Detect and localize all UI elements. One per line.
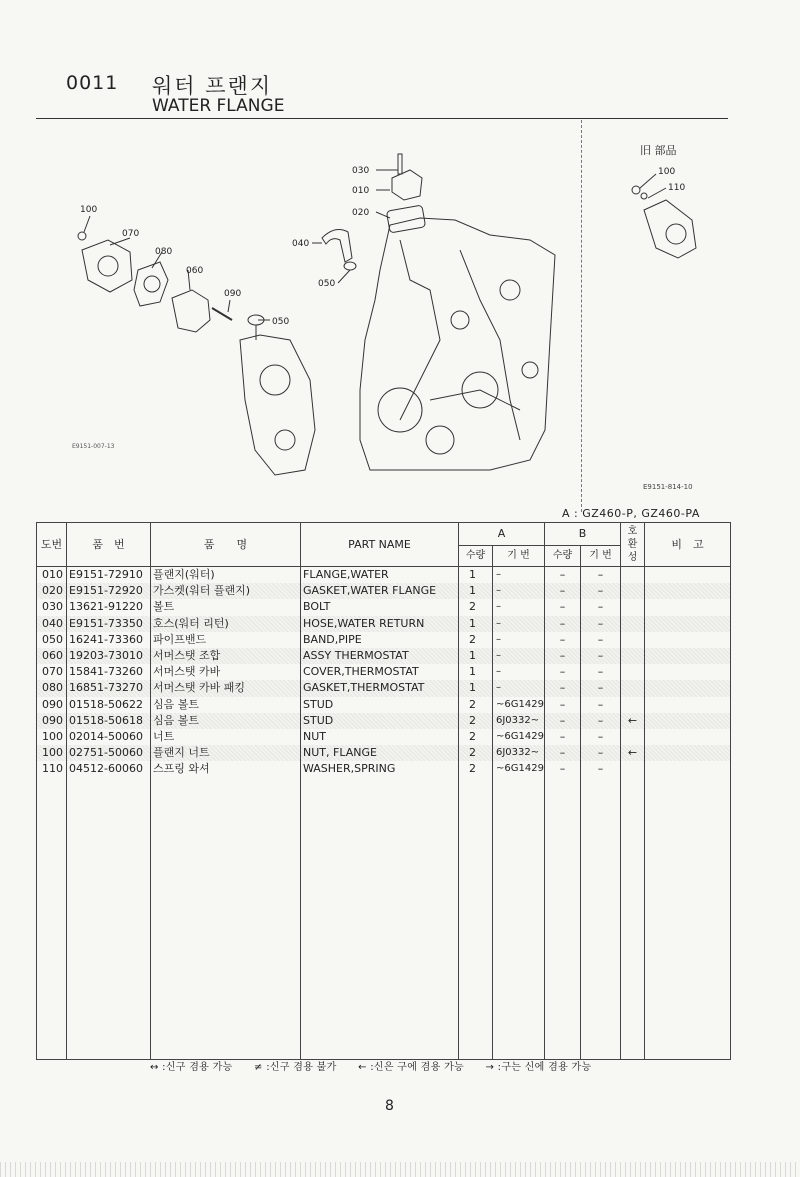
filler-cell [493,777,545,1060]
row-serial-b: – [581,729,621,745]
row-no: 030 [37,599,67,615]
row-qty-a: 1 [459,567,493,584]
row-qty-a: 2 [459,632,493,648]
row-serial-a: – [493,567,545,584]
header-qty-a: 수량 [459,546,493,567]
filler-cell [301,777,459,1060]
row-serial-a: – [493,664,545,680]
callout-080: 080 [155,247,173,257]
row-part-no: 13621-91220 [67,599,151,615]
row-serial-a: – [493,632,545,648]
row-no: 070 [37,664,67,680]
table-row [37,599,731,615]
row-qty-a: 2 [459,745,493,761]
row-part-no: 16241-73360 [67,632,151,648]
header-remarks: 비 고 [645,523,731,567]
row-part-no: 16851-73270 [67,680,151,696]
legend-old-for-new: → :구는 신에 겸용 가능 [485,1062,592,1073]
interchange-legend [150,1058,609,1073]
table-row [37,616,731,632]
row-remark [645,616,731,632]
filler-cell [459,777,493,1060]
row-serial-b: – [581,697,621,713]
old-parts-diagram [600,140,730,280]
filler-cell [37,777,67,1060]
row-part-no: E9151-72920 [67,583,151,599]
row-name-ko: 서머스탯 카바 [151,664,301,680]
row-serial-a: – [493,680,545,696]
row-name-en: GASKET,WATER FLANGE [301,583,459,599]
row-part-no: 15841-73260 [67,664,151,680]
figure-id-right: E9151-814-10 [643,483,693,491]
row-interchange [621,583,645,599]
row-qty-b: – [545,697,581,713]
row-remark [645,745,731,761]
header-serial-b: 기 번 [581,546,621,567]
header-interchange: 호 환 성 [621,523,645,567]
row-qty-a: 2 [459,697,493,713]
row-interchange [621,664,645,680]
callout-050-top: 050 [318,279,336,289]
row-name-en: STUD [301,713,459,729]
row-remark [645,713,731,729]
row-serial-b: – [581,713,621,729]
section-code: 0011 [66,72,119,94]
row-name-en: NUT [301,729,459,745]
row-serial-b: – [581,632,621,648]
callout-070: 070 [122,229,140,239]
row-name-ko: 너트 [151,729,301,745]
row-no: 090 [37,697,67,713]
row-name-ko: 플랜지(워터) [151,567,301,584]
row-serial-a: – [493,599,545,615]
row-part-no: E9151-73350 [67,616,151,632]
row-serial-a: 6J0332~ [493,745,545,761]
filler-cell [67,777,151,1060]
header-rule [36,118,728,119]
row-no: 100 [37,729,67,745]
row-serial-b: – [581,745,621,761]
table-row [37,632,731,648]
row-no: 010 [37,567,67,584]
page-title-english: WATER FLANGE [152,96,285,116]
row-name-ko: 가스켓(워터 플랜지) [151,583,301,599]
row-no: 060 [37,648,67,664]
row-remark [645,583,731,599]
row-part-no: 04512-60060 [67,761,151,777]
row-qty-b: – [545,616,581,632]
row-name-ko: 호스(워터 리턴) [151,616,301,632]
header-name-en: PART NAME [301,523,459,567]
callout-020: 020 [352,208,370,218]
row-remark [645,697,731,713]
row-qty-b: – [545,648,581,664]
row-name-ko: 볼트 [151,599,301,615]
callout-090: 090 [224,289,242,299]
row-qty-a: 1 [459,583,493,599]
row-name-ko: 심음 볼트 [151,697,301,713]
table-filler [37,777,731,1060]
header-serial-a: 기 번 [493,546,545,567]
row-interchange [621,697,645,713]
row-name-ko: 파이프밴드 [151,632,301,648]
parts-table [36,522,731,1060]
row-serial-b: – [581,648,621,664]
row-name-ko: 플랜지 너트 [151,745,301,761]
row-interchange [621,616,645,632]
row-serial-b: – [581,583,621,599]
row-no: 090 [37,713,67,729]
row-name-ko: 서머스탯 조합 [151,648,301,664]
header-name-ko: 품 명 [151,523,301,567]
row-qty-b: – [545,761,581,777]
table-row [37,583,731,599]
row-name-en: GASKET,THERMOSTAT [301,680,459,696]
row-qty-a: 2 [459,599,493,615]
row-serial-b: – [581,664,621,680]
row-no: 050 [37,632,67,648]
filler-cell [621,777,645,1060]
table-row [37,664,731,680]
page-title-korean: 워터 프랜지 [152,74,273,98]
row-serial-a: ~6G1429 [493,729,545,745]
row-no: 020 [37,583,67,599]
row-name-en: BAND,PIPE [301,632,459,648]
row-qty-a: 2 [459,729,493,745]
callout-100: 100 [80,205,98,215]
row-qty-a: 1 [459,664,493,680]
row-name-en: HOSE,WATER RETURN [301,616,459,632]
row-interchange [621,632,645,648]
legend-new-for-old: ← :신은 구에 겸용 가능 [358,1062,465,1073]
row-name-en: FLANGE,WATER [301,567,459,584]
legend-both-ways: ↔ :신구 겸용 가능 [150,1062,233,1073]
row-qty-b: – [545,632,581,648]
model-note: A : GZ460-P, GZ460-PA [562,507,700,520]
row-qty-b: – [545,713,581,729]
table-row [37,648,731,664]
row-part-no: 19203-73010 [67,648,151,664]
row-qty-b: – [545,599,581,615]
row-part-no: 01518-50622 [67,697,151,713]
callout-010: 010 [352,186,370,196]
row-serial-b: – [581,567,621,584]
row-no: 100 [37,745,67,761]
filler-cell [645,777,731,1060]
row-serial-a: ~6G1429 [493,697,545,713]
row-remark [645,648,731,664]
row-interchange [621,680,645,696]
callout-040: 040 [292,239,310,249]
row-interchange [621,648,645,664]
row-part-no: 02014-50060 [67,729,151,745]
row-qty-a: 2 [459,761,493,777]
row-qty-b: – [545,664,581,680]
row-no: 080 [37,680,67,696]
header-part-no: 품 번 [67,523,151,567]
row-no: 040 [37,616,67,632]
scan-edge [0,1162,800,1177]
row-name-ko: 스프링 와셔 [151,761,301,777]
row-serial-b: – [581,680,621,696]
row-qty-a: 1 [459,680,493,696]
row-name-ko: 심음 볼트 [151,713,301,729]
row-serial-b: – [581,616,621,632]
row-no: 110 [37,761,67,777]
row-serial-b: – [581,599,621,615]
header-no: 도번 [37,523,67,567]
row-qty-b: – [545,583,581,599]
table-row [37,745,731,761]
callout-060: 060 [186,266,204,276]
row-qty-b: – [545,567,581,584]
row-remark [645,599,731,615]
row-remark [645,680,731,696]
row-interchange: ← [621,745,645,761]
figure-id-left: E9151-007-13 [72,443,115,450]
table-row [37,680,731,696]
engine-block [360,218,555,470]
row-name-en: NUT, FLANGE [301,745,459,761]
exploded-parts-diagram [60,140,572,490]
row-remark [645,567,731,584]
table-row [37,761,731,777]
table-row [37,567,731,584]
row-remark [645,761,731,777]
row-name-en: WASHER,SPRING [301,761,459,777]
row-serial-b: – [581,761,621,777]
row-interchange [621,729,645,745]
old-callout-110: 110 [668,183,686,193]
row-part-no: 02751-50060 [67,745,151,761]
page-number: 8 [385,1098,394,1114]
row-interchange [621,761,645,777]
header-group-b: B [545,523,621,546]
filler-cell [545,777,581,1060]
row-serial-a: – [493,616,545,632]
callout-030: 030 [352,166,370,176]
filler-cell [151,777,301,1060]
table-row [37,729,731,745]
row-serial-a: – [493,583,545,599]
table-row [37,713,731,729]
diagram-divider [581,120,582,512]
row-serial-a: ~6G1429 [493,761,545,777]
row-remark [645,664,731,680]
row-qty-b: – [545,745,581,761]
row-name-en: ASSY THERMOSTAT [301,648,459,664]
header-qty-b: 수량 [545,546,581,567]
row-name-en: STUD [301,697,459,713]
row-part-no: E9151-72910 [67,567,151,584]
row-part-no: 01518-50618 [67,713,151,729]
callout-050-bottom: 050 [272,317,290,327]
row-name-ko: 서머스탯 카바 패킹 [151,680,301,696]
row-qty-b: – [545,680,581,696]
row-qty-a: 2 [459,713,493,729]
row-qty-b: – [545,729,581,745]
table-row [37,697,731,713]
row-remark [645,729,731,745]
old-callout-100: 100 [658,167,676,177]
row-interchange [621,567,645,584]
legend-not-interchangeable: ≠ :신구 겸용 불가 [254,1062,337,1073]
row-interchange: ← [621,713,645,729]
row-serial-a: 6J0332~ [493,713,545,729]
row-remark [645,632,731,648]
filler-cell [581,777,621,1060]
row-serial-a: – [493,648,545,664]
row-name-en: COVER,THERMOSTAT [301,664,459,680]
row-qty-a: 1 [459,616,493,632]
row-name-en: BOLT [301,599,459,615]
row-interchange [621,599,645,615]
old-parts-label: 旧 部品 [640,144,677,157]
header-group-a: A [459,523,545,546]
parts-table-body [37,567,731,1060]
row-qty-a: 1 [459,648,493,664]
